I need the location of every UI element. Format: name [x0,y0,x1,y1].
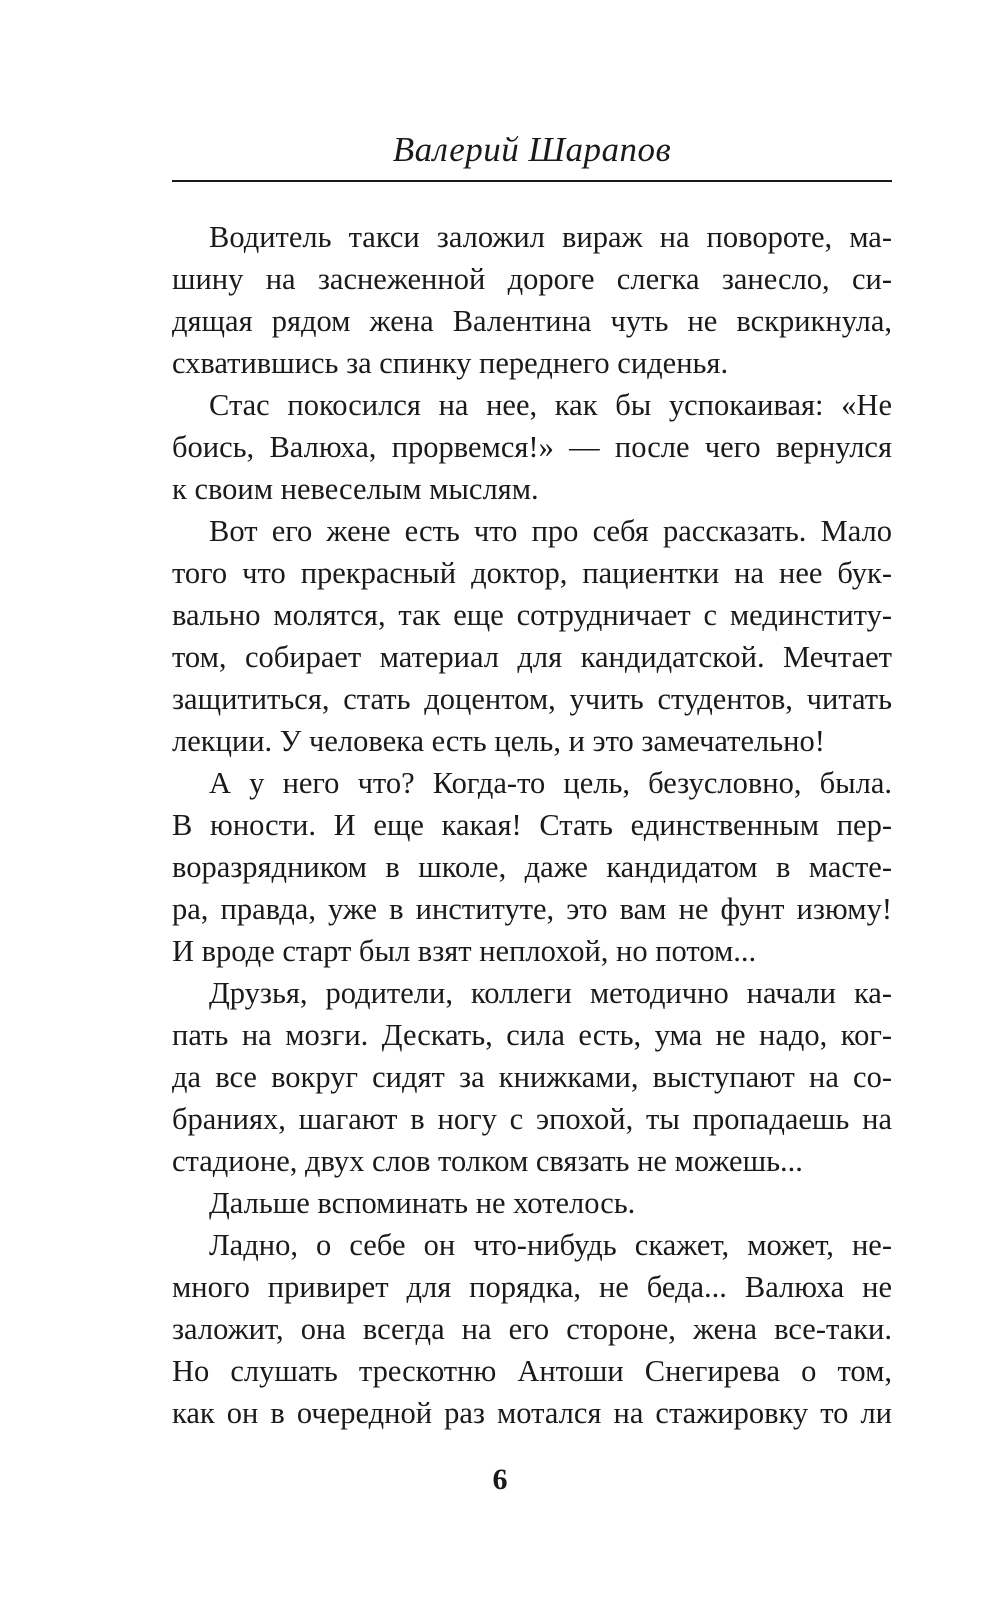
paragraph [172,972,892,1182]
text-line: вально молятся, так еще сотрудничает с мединститу- [172,598,892,632]
text-line: защититься, стать доцентом, учить студентов, читать [172,682,892,716]
text-line: том, собирает материал для кандидатской. Мечтает [172,640,892,674]
text-line: Ладно, о себе он что-нибудь скажет, может, не- [209,1228,892,1262]
text-line: много привирет для порядка, не беда... Валюха не [172,1270,892,1304]
text-line: к своим невеселым мыслям. [172,472,539,506]
text-line: И вроде старт был взят неплохой, но потом... [172,934,757,968]
body-text [172,216,892,1434]
text-line: А у него что? Когда-то цель, безусловно, была. [209,766,892,800]
paragraph [172,510,892,762]
paragraph [172,384,892,510]
running-title: Валерий Шарапов [392,130,672,169]
text-line: В юности. И еще какая! Стать единственным пер- [172,808,892,842]
text-line: Стас покосился на нее, как бы успокаивая: «Не [209,388,892,422]
text-line: Вот его жене есть что про себя рассказать. Мало [209,514,892,548]
header-rule [172,180,892,182]
text-line: как он в очередной раз мотался на стажировку то ли [172,1396,892,1430]
paragraph [172,1224,892,1434]
text-line: пать на мозги. Дескать, сила есть, ума не надо, ког- [172,1018,892,1052]
text-line: да все вокруг сидят за книжками, выступают на со- [172,1060,892,1094]
text-line: Но слушать трескотню Антоши Снегирева о том, [172,1354,892,1388]
paragraph [172,762,892,972]
text-line: шину на заснеженной дороге слегка занесло, си- [172,262,892,296]
paragraph [172,216,892,384]
text-line: заложит, она всегда на его стороне, жена все-таки. [172,1312,892,1346]
text-line: стадионе, двух слов толком связать не можешь... [172,1144,803,1178]
text-line: Друзья, родители, коллеги методично начали ка- [209,976,892,1010]
paragraph [172,1182,892,1224]
page-number: 6 [492,1463,508,1496]
text-line: Водитель такси заложил вираж на повороте, ма- [209,220,892,254]
text-line: того что прекрасный доктор, пациентки на нее бук- [172,556,892,590]
text-line: Дальше вспоминать не хотелось. [209,1186,636,1220]
text-line: схватившись за спинку переднего сиденья. [172,346,729,380]
text-line: боись, Валюха, прорвемся!» — после чего вернулся [172,430,892,464]
text-line: ра, правда, уже в институте, это вам не фунт изюму! [172,892,892,926]
text-line: браниях, шагают в ногу с эпохой, ты пропадаешь на [172,1102,892,1136]
text-line: дящая рядом жена Валентина чуть не вскрикнула, [172,304,892,338]
text-line: воразрядником в школе, даже кандидатом в масте- [172,850,892,884]
text-line: лекции. У человека есть цель, и это замечательно! [172,724,825,758]
